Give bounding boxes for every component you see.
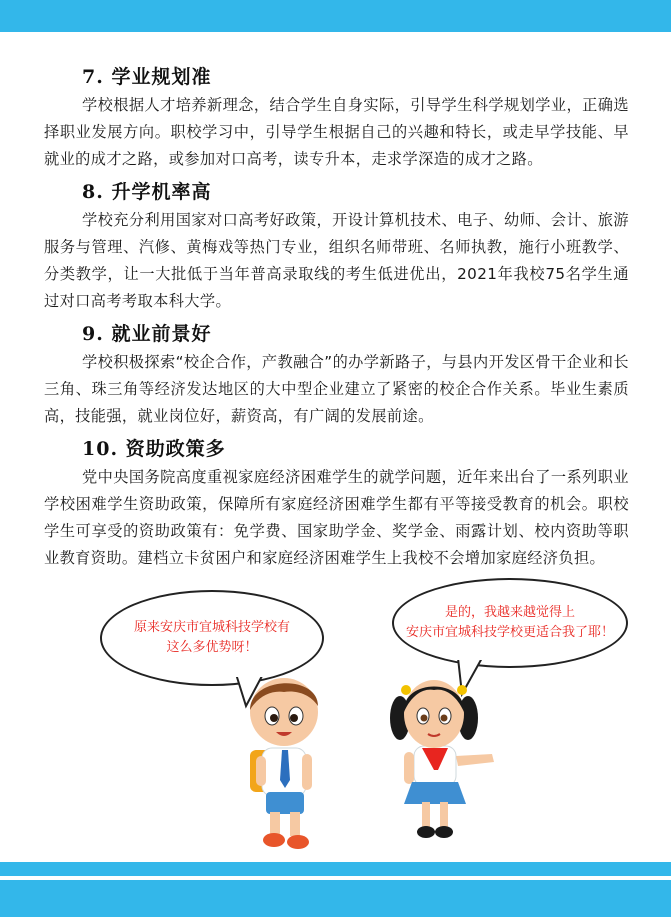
section-body: 学校充分利用国家对口高考好政策，开设计算机技术、电子、幼师、会计、旅游服务与管理、汽修、黄梅戏等热门专业，组织名师带班、名师执教，施行小班教学、分类教学，让一大批低于当年普高录取线的考生低进优出，2021年我校75名学生通过对口高考考取本科大学。 xyxy=(44,211,629,310)
bubble-text-line: 是的，我越来越觉得上 xyxy=(444,605,575,620)
section-academic-planning xyxy=(44,64,629,173)
bubble-text-line: 这么多优势呀！ xyxy=(166,640,258,655)
section-body: 党中央国务院高度重视家庭经济困难学生的就学问题，近年来出台了一系列职业学校困难学生资助政策，保障所有家庭经济困难学生都有平等接受教育的机会。职校学生可享受的资助政策有：免学费、国家助学金、奖学金、雨露计划、校内资助等职业教育资助。建档立卡贫困户和家庭经济困难学生上我校不会增加家庭经济负担。 xyxy=(44,468,629,567)
section-title: 8. 升学机率高 xyxy=(82,181,212,203)
section-admission-rate xyxy=(44,179,629,315)
bubble-text-line: 原来安庆市宜城科技学校有 xyxy=(133,620,290,635)
section-title: 9. 就业前景好 xyxy=(82,323,212,345)
bottom-decorative-stripe xyxy=(0,862,671,876)
section-title: 7. 学业规划准 xyxy=(82,66,212,88)
section-employment-prospects xyxy=(44,321,629,430)
section-body: 学校积极探索“校企合作，产教融合”的办学新路子，与县内开发区骨干企业和长三角、珠三角等经济发达地区的大中型企业建立了紧密的校企合作关系。毕业生素质高，技能强，就业岗位好，薪资高，有广阔的发展前途。 xyxy=(44,353,629,425)
section-title: 10. 资助政策多 xyxy=(82,438,226,460)
cartoon-girl-illustration xyxy=(384,672,504,852)
bottom-decorative-bar xyxy=(0,880,671,917)
section-financial-aid xyxy=(44,436,629,572)
document-content xyxy=(44,64,629,578)
bubble-text-line: 安庆市宜城科技学校更适合我了耶！ xyxy=(405,625,614,640)
top-decorative-bar xyxy=(0,0,671,32)
speech-bubble-girl xyxy=(392,578,628,668)
cartoon-boy-illustration xyxy=(232,668,342,858)
section-body: 学校根据人才培养新理念，结合学生自身实际，引导学生科学规划学业，正确选择职业发展方向。职校学习中，引导学生根据自己的兴趣和特长，或走早学技能、早就业的成才之路，或参加对口高考，读专升本，走求学深造的成才之路。 xyxy=(44,96,629,168)
